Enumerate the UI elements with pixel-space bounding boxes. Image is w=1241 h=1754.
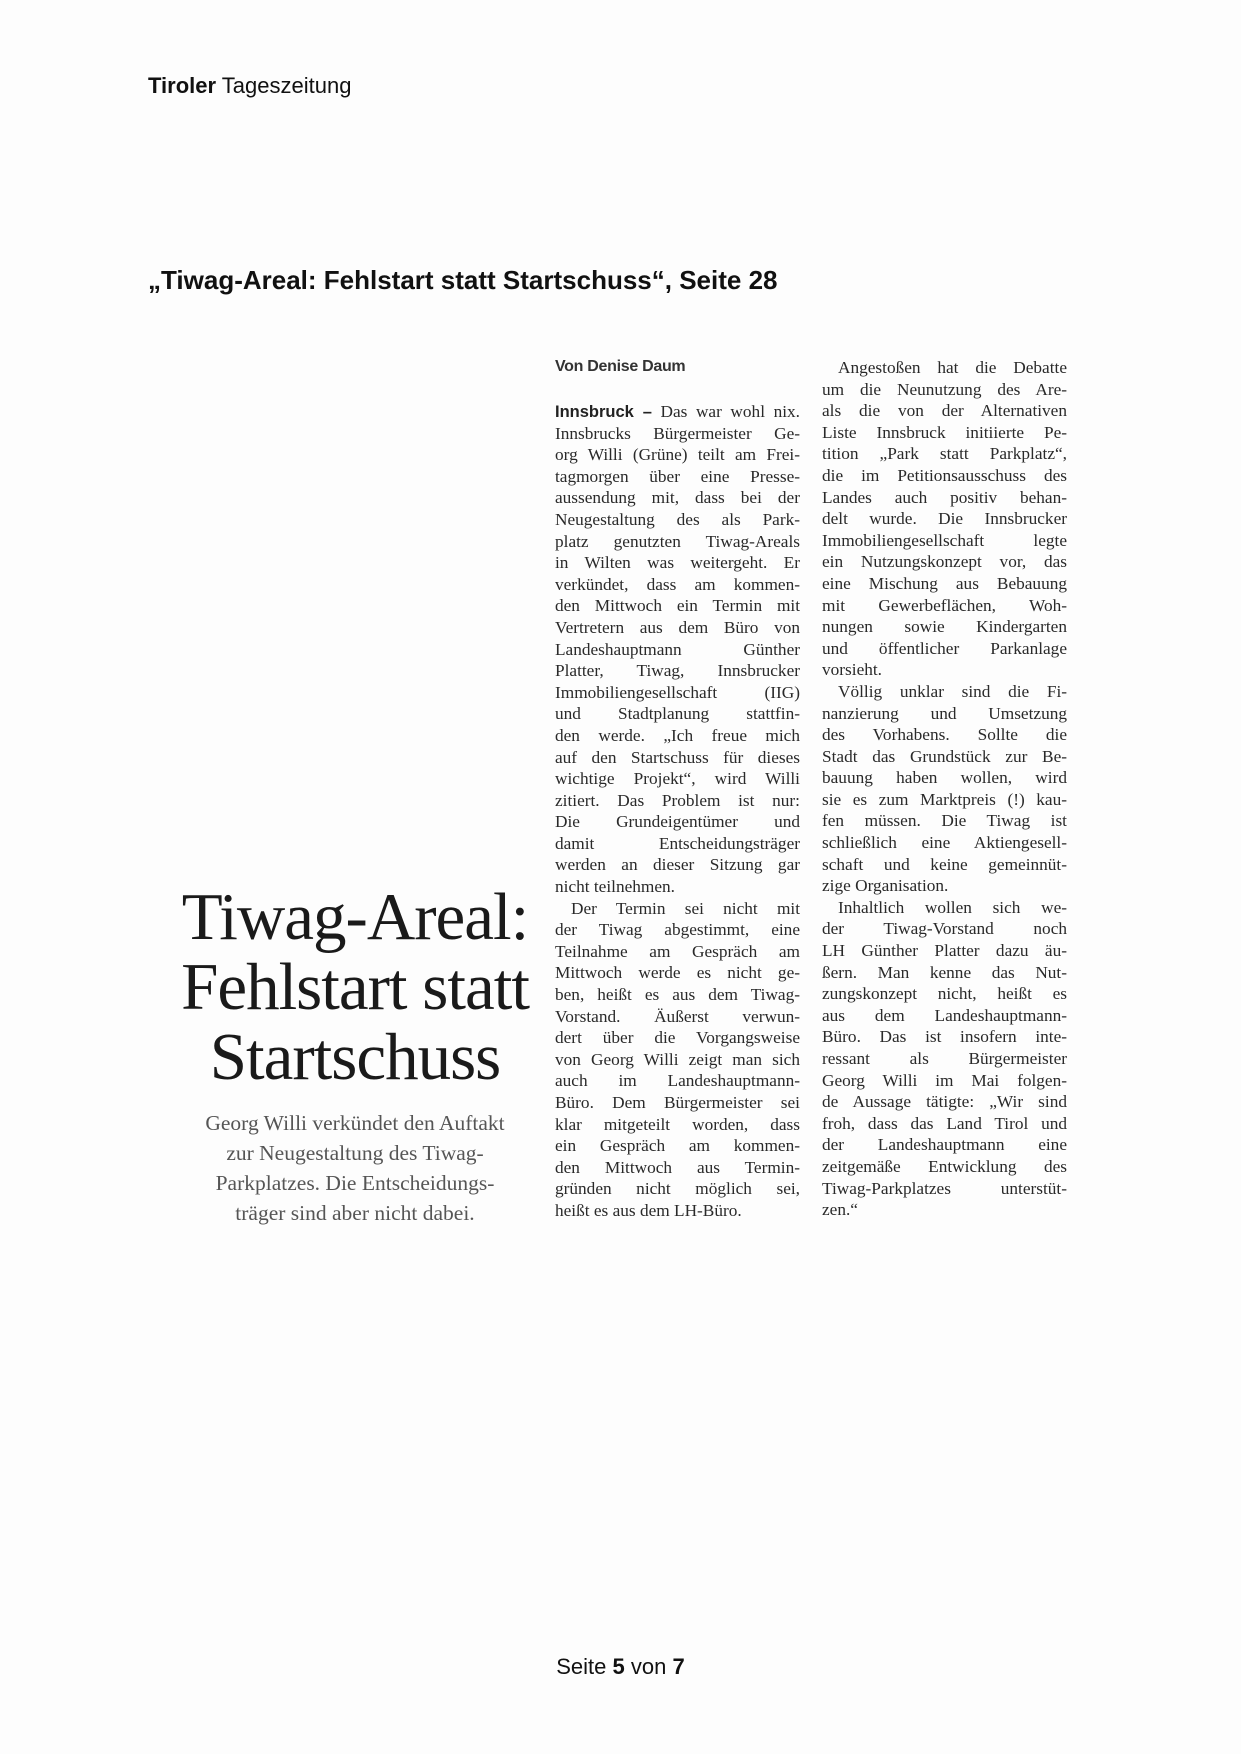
text-line: Neugestaltung des als Park- [555, 509, 800, 529]
page-middle: von [630, 1654, 667, 1679]
brand-regular: Tageszeitung [221, 73, 352, 98]
text-line: mit Gewerbeflächen, Woh- [822, 595, 1067, 615]
text-line: nicht teilnehmen. [555, 877, 675, 897]
text-line: und öffentlicher Parkanlage [822, 638, 1067, 658]
article-column-2 [822, 357, 1067, 1221]
text-line [555, 401, 800, 423]
text-line: Die Grundeigentümer und [555, 812, 800, 832]
total-pages: 7 [672, 1654, 685, 1679]
text-line: zungskonzept nicht, heißt es [822, 984, 1067, 1004]
text-line: Der Termin sei nicht mit [571, 898, 800, 918]
text-line: des Vorhabens. Sollte die [822, 725, 1067, 745]
text-line: heißt es aus dem LH-Büro. [555, 1200, 742, 1220]
text-line: Liste Innsbruck initiierte Pe- [822, 422, 1067, 442]
subtitle-line: Parkplatzes. Die Entscheidungs- [215, 1171, 495, 1195]
text-line: Vorstand. Äußerst verwun- [555, 1006, 800, 1026]
text-line: Stadt das Grundstück zur Be- [822, 746, 1067, 766]
text-line: um die Neunutzung des Are- [822, 379, 1067, 399]
text-line: in Wilten was weitergeht. Er [555, 553, 800, 573]
text-line: Inhaltlich wollen sich we- [838, 897, 1067, 917]
text-line: Vertretern aus dem Büro von [555, 617, 800, 637]
text-line: den Mittwoch ein Termin mit [555, 596, 800, 616]
text-line: Landes auch positiv behan- [822, 487, 1067, 507]
text-line: als die von der Alternativen [822, 401, 1067, 421]
text-line: und Stadtplanung stattfin- [555, 704, 800, 724]
text-line: Völlig unklar sind die Fi- [838, 681, 1067, 701]
text-line: von Georg Willi zeigt man sich [555, 1049, 800, 1069]
text-line: der Tiwag-Vorstand noch [822, 919, 1067, 939]
text-line: der Tiwag abgestimmt, eine [555, 920, 800, 940]
text-line: auf den Startschuss für dieses [555, 747, 800, 767]
text-line: auch im Landeshauptmann- [555, 1071, 800, 1091]
text-line: Tiwag-Parkplatzes unterstüt- [822, 1178, 1067, 1198]
text-line: die im Petitionsausschuss des [822, 465, 1067, 485]
text-line: zitiert. Das Problem ist nur: [555, 790, 800, 810]
text-line: ressant als Bürgermeister [822, 1049, 1067, 1068]
text-line: aus dem Landeshauptmann- [822, 1005, 1067, 1025]
text-line: Angestoßen hat die Debatte [838, 358, 1067, 377]
text-line: ben, heißt es aus dem Tiwag- [555, 985, 800, 1005]
title-line: Tiwag-Areal: [181, 880, 529, 954]
text-line: delt wurde. Die Innsbrucker [822, 509, 1067, 529]
title-line: Startschuss [209, 1020, 501, 1094]
title-line: Fehlstart statt [181, 950, 529, 1024]
text-line: ein Gespräch am kommen- [555, 1136, 800, 1156]
text-line: schließlich eine Aktiengesell- [822, 833, 1067, 853]
subtitle-line: zur Neugestaltung des Tiwag- [226, 1141, 484, 1165]
text-line: werden an dieser Sitzung gar [555, 855, 800, 875]
text-line: den Mittwoch aus Termin- [555, 1157, 800, 1177]
text-line: Büro. Das ist insofern inte- [822, 1027, 1067, 1047]
text-line: schaft und keine gemeinnüt- [822, 854, 1067, 874]
text-line: aussendung mit, dass bei der [555, 488, 800, 508]
publication-name [148, 73, 351, 99]
text-line: Büro. Dem Bürgermeister sei [555, 1093, 800, 1112]
byline: Von Denise Daum [555, 358, 686, 375]
page-prefix: Seite [556, 1654, 607, 1679]
text-line: Mittwoch werde es nicht ge- [555, 963, 800, 983]
text-line: wichtige Projekt“, wird Willi [555, 769, 800, 789]
text-line: den werde. „Ich freue mich [555, 725, 800, 745]
text-line: platz genutzten Tiwag-Areals [555, 531, 800, 551]
text-segment: Das war wohl nix. [660, 402, 800, 421]
subtitle-line: träger sind aber nicht dabei. [235, 1201, 475, 1225]
text-line: ein Nutzungskonzept vor, das [822, 552, 1067, 572]
text-line: klar mitgeteilt worden, dass [555, 1114, 800, 1134]
text-line: zen.“ [822, 1200, 858, 1220]
article-title [170, 882, 540, 1092]
text-line: Teilnahme am Gespräch am [555, 941, 800, 961]
text-line: nanzierung und Umsetzung [822, 703, 1067, 723]
subtitle-line: Georg Willi verkündet den Auftakt [205, 1111, 505, 1135]
article-subtitle [175, 1108, 535, 1228]
text-line: froh, dass das Land Tirol und [822, 1113, 1067, 1133]
text-line: org Willi (Grüne) teilt am Frei- [555, 445, 800, 465]
text-line: Platter, Tiwag, Innsbrucker [555, 661, 800, 681]
page-number [0, 1654, 1241, 1680]
text-line: Immobiliengesellschaft (IIG) [555, 682, 800, 702]
text-line: sie es zum Marktpreis (!) kau- [822, 789, 1067, 809]
text-line: gründen nicht möglich sei, [555, 1179, 800, 1199]
text-line: LH Günther Platter dazu äu- [822, 941, 1067, 961]
article-column-1 [555, 401, 800, 1222]
text-line: dert über die Vorgangsweise [555, 1028, 800, 1048]
brand-bold: Tiroler [148, 73, 217, 98]
text-line: zeitgemäße Entwicklung des [822, 1156, 1067, 1176]
text-line: Georg Willi im Mai folgen- [822, 1070, 1067, 1090]
text-line: der Landeshauptmann eine [822, 1135, 1067, 1155]
text-line: Landeshauptmann Günther [555, 639, 800, 659]
dateline-location: Innsbruck – [555, 403, 652, 421]
article-reference: „Tiwag-Areal: Fehlstart statt Startschuss“, Seite 28 [148, 265, 778, 295]
text-line: damit Entscheidungsträger [555, 833, 800, 853]
text-line: nungen sowie Kindergarten [822, 617, 1067, 637]
text-line: tagmorgen über eine Presse- [555, 466, 800, 486]
text-line: eine Mischung aus Bebauung [822, 573, 1067, 593]
text-line: zige Organisation. [822, 876, 949, 896]
text-line: Immobiliengesellschaft legte [822, 530, 1067, 550]
text-line: fen müssen. Die Tiwag ist [822, 811, 1067, 831]
text-line: bauung haben wollen, wird [822, 768, 1067, 788]
text-line: ßern. Man kenne das Nut- [822, 962, 1067, 982]
text-line: Innsbrucks Bürgermeister Ge- [555, 423, 800, 443]
text-line: de Aussage tätigte: „Wir sind [822, 1092, 1067, 1112]
text-line: vorsieht. [822, 660, 882, 680]
text-line: tition „Park statt Parkplatz“, [822, 444, 1067, 464]
text-line: verkündet, dass am kommen- [555, 574, 800, 594]
current-page: 5 [612, 1654, 625, 1679]
